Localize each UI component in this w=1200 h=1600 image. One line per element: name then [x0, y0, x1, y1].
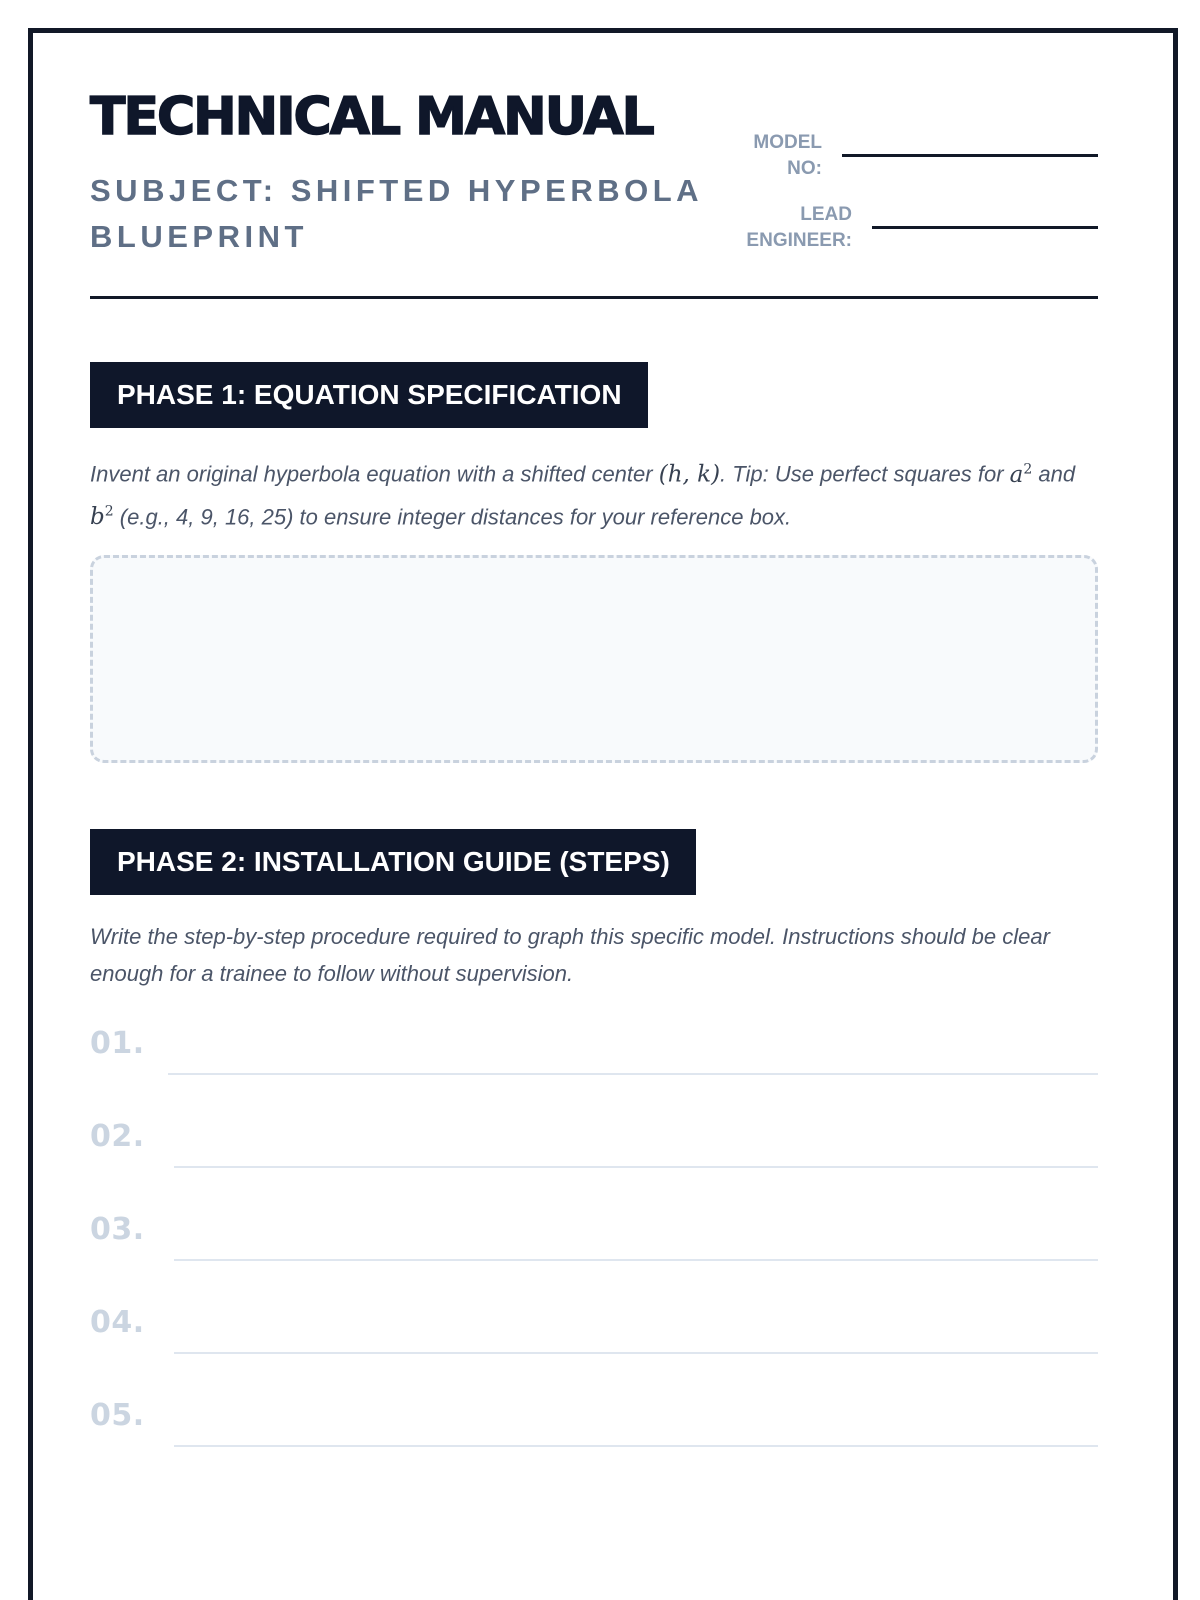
header-divider	[90, 296, 1098, 299]
document-title: TECHNICAL MANUAL	[90, 87, 653, 147]
model-no-label: MODEL NO:	[753, 132, 822, 179]
a-exponent: 2	[1023, 461, 1033, 477]
step-number: 04.	[90, 1305, 145, 1340]
center-math: (h, k)	[658, 461, 721, 488]
step-number: 05.	[90, 1398, 145, 1433]
model-no-input-line[interactable]	[842, 154, 1098, 157]
phase1-heading: PHASE 1: EQUATION SPECIFICATION	[90, 362, 648, 428]
step-answer-line[interactable]	[174, 1445, 1098, 1447]
phase1-instruction-text-3: (e.g., 4, 9, 16, 25) to ensure integer distances for your reference box.	[119, 504, 792, 530]
phase1-instruction-text-1: Invent an original hyperbola equation with a shifted center	[90, 461, 653, 487]
phase1-instructions	[90, 451, 1098, 536]
step-answer-line[interactable]	[174, 1352, 1098, 1354]
a-variable: a	[1009, 461, 1024, 488]
step-number: 01.	[90, 1026, 145, 1061]
step-answer-line[interactable]	[174, 1166, 1098, 1168]
step-row	[90, 1111, 1098, 1171]
lead-engineer-input-line[interactable]	[872, 226, 1098, 229]
model-no-field	[722, 130, 1098, 182]
phase2-instructions: Write the step-by-step procedure required to graph this specific model. Instructions should be clear enough for a trainee to follow without supervision.	[90, 924, 1050, 986]
b-variable: b	[90, 504, 105, 531]
worksheet-page	[28, 28, 1178, 1600]
step-row	[90, 1390, 1098, 1450]
step-row	[90, 1018, 1098, 1078]
step-answer-line[interactable]	[174, 1259, 1098, 1261]
equation-answer-box[interactable]	[90, 555, 1098, 763]
lead-engineer-field	[722, 202, 1098, 254]
and-text: and	[1038, 461, 1076, 487]
step-row	[90, 1204, 1098, 1264]
b-exponent: 2	[104, 503, 114, 520]
a-squared-math	[1010, 462, 1033, 488]
step-row	[90, 1297, 1098, 1357]
phase2-heading: PHASE 2: INSTALLATION GUIDE (STEPS)	[90, 829, 696, 895]
step-answer-line[interactable]	[168, 1073, 1098, 1075]
document-subject: SUBJECT: SHIFTED HYPERBOLA BLUEPRINT	[90, 173, 702, 254]
step-number: 02.	[90, 1119, 145, 1154]
step-number: 03.	[90, 1212, 145, 1247]
phase1-instruction-text-2: . Tip: Use perfect squares for	[720, 461, 1004, 487]
lead-engineer-label: LEAD ENGINEER:	[746, 204, 852, 251]
b-squared-math	[90, 504, 114, 530]
